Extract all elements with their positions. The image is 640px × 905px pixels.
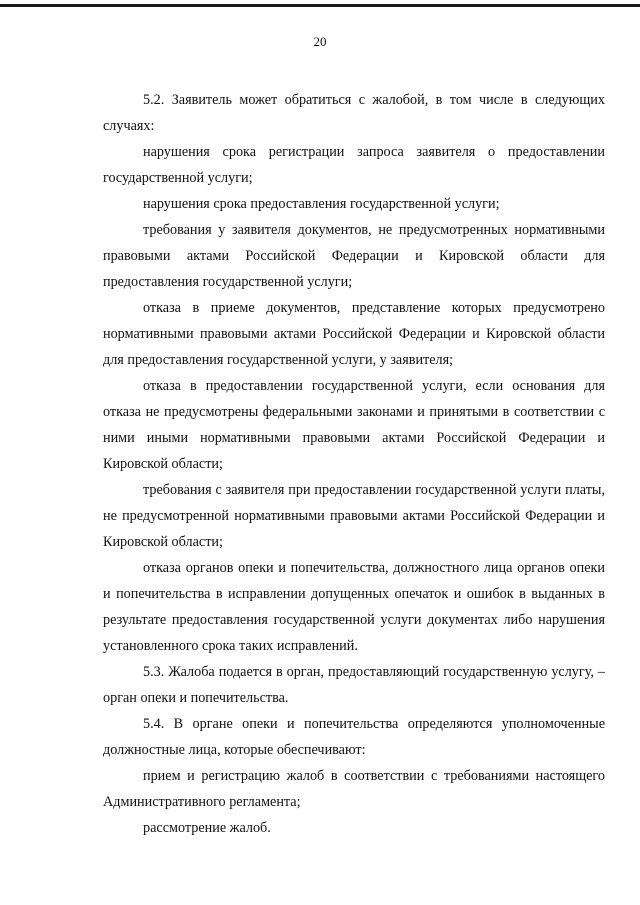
paragraph-5-2: 5.2. Заявитель может обратиться с жалобой, в том числе в следующих случаях: <box>103 92 605 134</box>
page-number: 20 <box>313 34 327 49</box>
document-body <box>103 87 605 841</box>
list-item-document-requirement: требования у заявителя документов, не предусмотренных нормативными правовыми актами Российской Федерации и Кировской области для предоставления государственной услуги; <box>103 222 605 290</box>
list-item-service-refusal: отказа в предоставлении государственной услуги, если основания для отказа не предусмотрены федеральными законами и принятыми в соответствии с ними иными нормативными правовыми актами Российской Федерации и Кировской области; <box>103 378 605 472</box>
list-item-registration-violation: нарушения срока регистрации запроса заявителя о предоставлении государственной услуги; <box>103 144 605 186</box>
list-item-payment-requirement: требования с заявителя при предоставлении государственной услуги платы, не предусмотренной нормативными правовыми актами Российской Федерации и Кировской области; <box>103 482 605 550</box>
list-item-service-term-violation: нарушения срока предоставления государственной услуги; <box>143 196 500 212</box>
list-item-document-refusal: отказа в приеме документов, представление которых предусмотрено нормативными правовыми актами Российской Федерации и Кировской области для предоставления государственной услуги, у заявителя; <box>103 300 605 368</box>
list-item-complaint-registration: прием и регистрацию жалоб в соответствии с требованиями настоящего Административного регламента; <box>103 768 605 810</box>
list-item-complaint-review: рассмотрение жалоб. <box>143 820 271 836</box>
paragraph-5-4: 5.4. В органе опеки и попечительства определяются уполномоченные должностные лица, которые обеспечивают: <box>103 716 605 758</box>
top-border-line <box>0 4 640 7</box>
list-item-correction-refusal: отказа органов опеки и попечительства, должностного лица органов опеки и попечительства в исправлении допущенных опечаток и ошибок в выданных в результате предоставления государственной услуги документах либо нарушения установленного срока таких исправлений. <box>103 560 605 654</box>
paragraph-5-3: 5.3. Жалоба подается в орган, предоставляющий государственную услугу, – орган опеки и попечительства. <box>103 664 605 706</box>
